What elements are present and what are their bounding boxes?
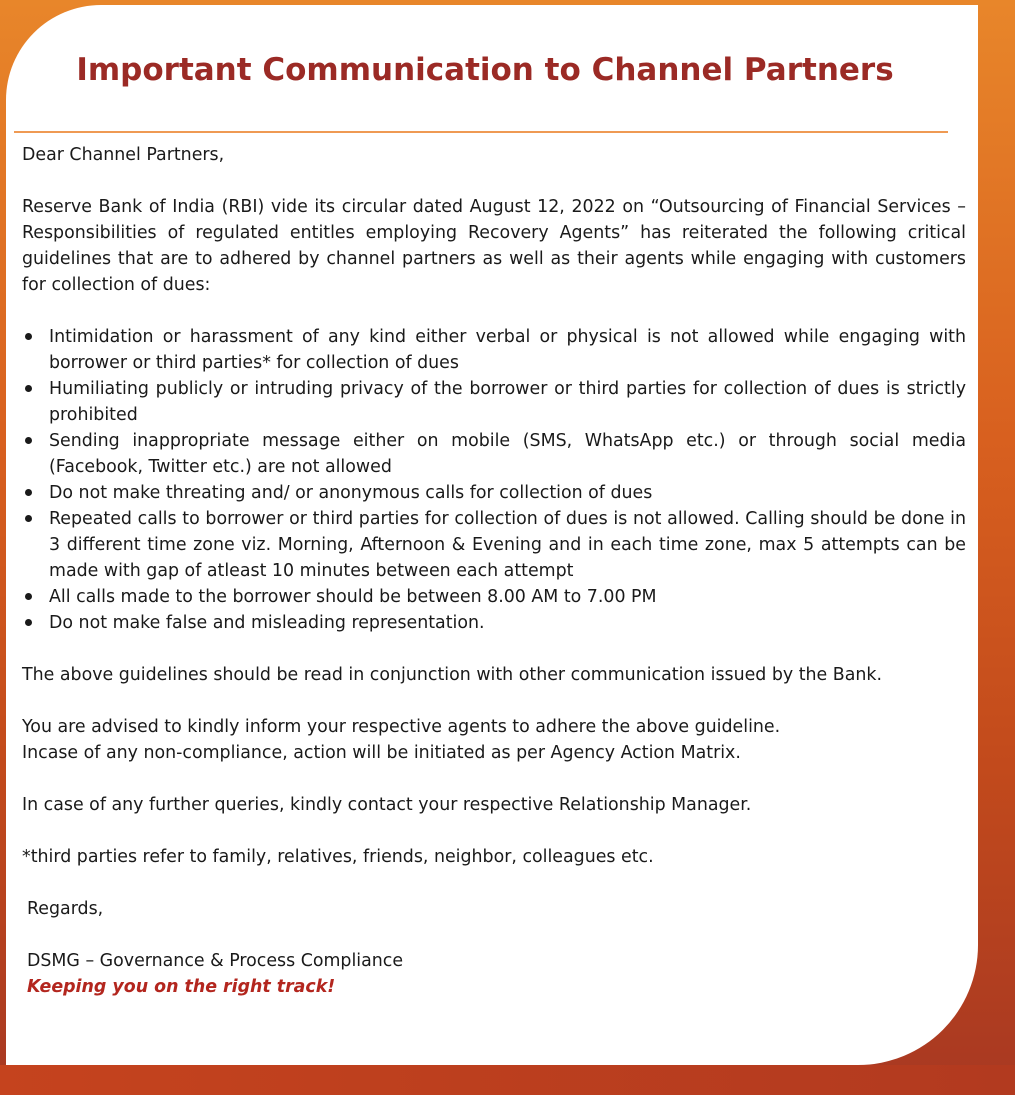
guideline-item: Repeated calls to borrower or third parties for collection of dues is not allowed. Calling should be done in 3 different time zone viz. Morning, Afternoon & Evening and in each time zone, max 5 attempts can be made with gap of atleast 10 minutes between each attempt [22,506,966,584]
bullet-icon [25,333,32,340]
bullet-icon [25,437,32,444]
bullet-icon [25,619,32,626]
bullet-icon [25,515,32,522]
guideline-item: All calls made to the borrower should be between 8.00 AM to 7.00 PM [22,584,966,610]
closing: Regards, [27,899,104,919]
spacer [22,766,966,792]
advice-line-2: Incase of any non-compliance, action will be initiated as per Agency Action Matrix. [22,743,741,763]
intro-paragraph: Reserve Bank of India (RBI) vide its circular dated August 12, 2022 on “Outsourcing of Financial Services – Responsibilities of regulated entitles employing Recovery Agents” has reiterated the following critical guidelines that are to adhered by channel partners as well as their agents while engaging with customers for collection of dues: [22,197,966,295]
guidelines-list [22,324,966,636]
bullet-icon [25,489,32,496]
queries-note: In case of any further queries, kindly contact your respective Relationship Manager. [22,795,752,815]
signature: DSMG – Governance & Process Compliance [27,951,404,971]
bottom-accent-strip [0,1065,1015,1095]
bullet-icon [25,593,32,600]
guideline-item: Intimidation or harassment of any kind either verbal or physical is not allowed while engaging with borrower or third parties* for collection of dues [22,324,966,376]
guideline-item: Humiliating publicly or intruding privacy of the borrower or third parties for collection of dues is strictly prohibited [22,376,966,428]
conjunction-note: The above guidelines should be read in conjunction with other communication issued by the Bank. [22,665,882,685]
title-divider [14,131,948,133]
spacer [22,168,966,194]
bullet-icon [25,385,32,392]
page-title: Important Communication to Channel Partners [76,52,894,88]
salutation: Dear Channel Partners, [22,145,225,165]
guideline-item: Sending inappropriate message either on mobile (SMS, WhatsApp etc.) or through social media (Facebook, Twitter etc.) are not allowed [22,428,966,480]
spacer [22,870,966,896]
spacer [22,922,966,948]
letter-body [22,142,966,1000]
spacer [22,298,966,324]
guideline-item: Do not make false and misleading representation. [22,610,966,636]
spacer [22,636,966,662]
guideline-item: Do not make threating and/ or anonymous calls for collection of dues [22,480,966,506]
spacer [22,688,966,714]
advice-line-1: You are advised to kindly inform your respective agents to adhere the above guideline. [22,717,781,737]
spacer [22,818,966,844]
tagline: Keeping you on the right track! [27,977,336,997]
footnote: *third parties refer to family, relatives, friends, neighbor, colleagues etc. [22,847,654,867]
